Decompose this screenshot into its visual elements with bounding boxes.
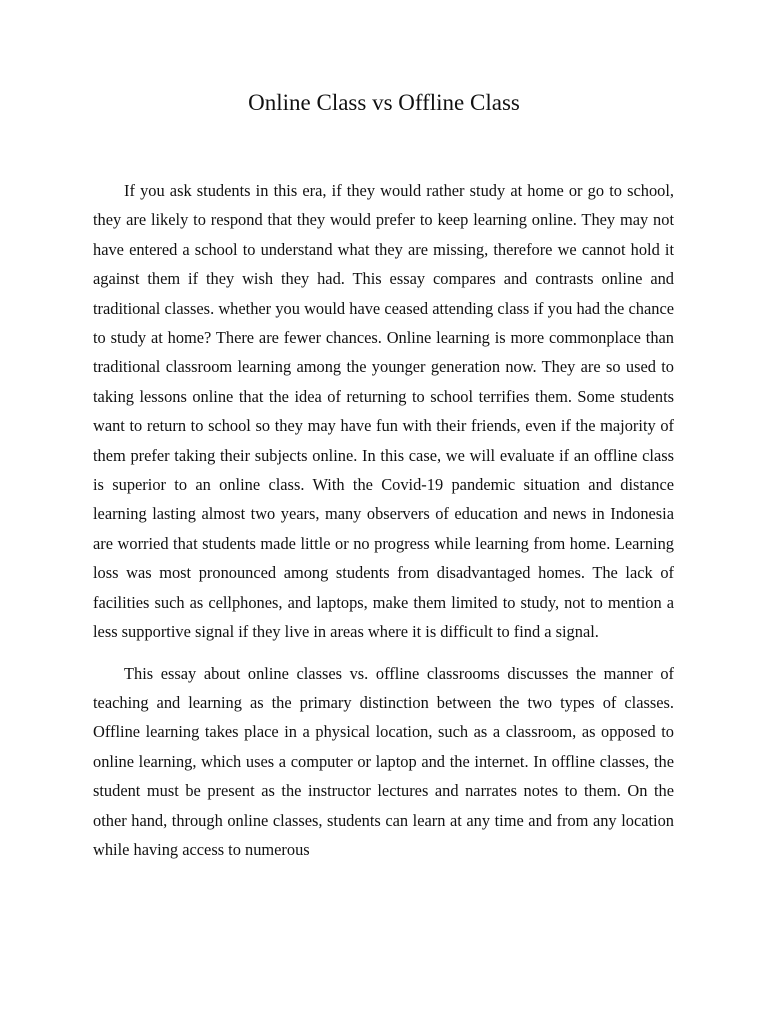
paragraph-2: This essay about online classes vs. offline classrooms discusses the manner of teaching and learning as the primary distinction between the two types of classes. Offline learning takes place in a physical location, such as a classroom, as opposed to online learning, which uses a computer or laptop and the internet. In offline classes, the student must be present as the instructor lectures and narrates notes to them. On the other hand, through online classes, students can learn at any time and from any location while having access to numerous	[93, 663, 674, 859]
paragraph-1: If you ask students in this era, if they would rather study at home or go to school, they are likely to respond that they would prefer to keep learning online. They may not have entered a school to understand what they are missing, therefore we cannot hold it against them if they wish they had. This essay compares and contrasts online and traditional classes. whether you would have ceased attending class if you had the chance to study at home? There are fewer chances. Online learning is more commonplace than traditional classroom learning among the younger generation now. They are so used to taking lessons online that the idea of returning to school terrifies them. Some students want to return to school so they may have fun with their friends, even if the majority of them prefer taking their subjects online. In this case, we will evaluate if an offline class is superior to an online class. With the Covid-19 pandemic situation and distance learning lasting almost two years, many observers of education and news in Indonesia are worried that students made little or no progress while learning from home. Learning loss was most pronounced among students from disadvantaged homes. The lack of facilities such as cellphones, and laptops, make them limited to study, not to mention a less supportive signal if they live in areas where it is difficult to find a signal.	[93, 181, 674, 642]
document-title: Online Class vs Offline Class	[248, 90, 520, 115]
document-body	[93, 176, 674, 876]
